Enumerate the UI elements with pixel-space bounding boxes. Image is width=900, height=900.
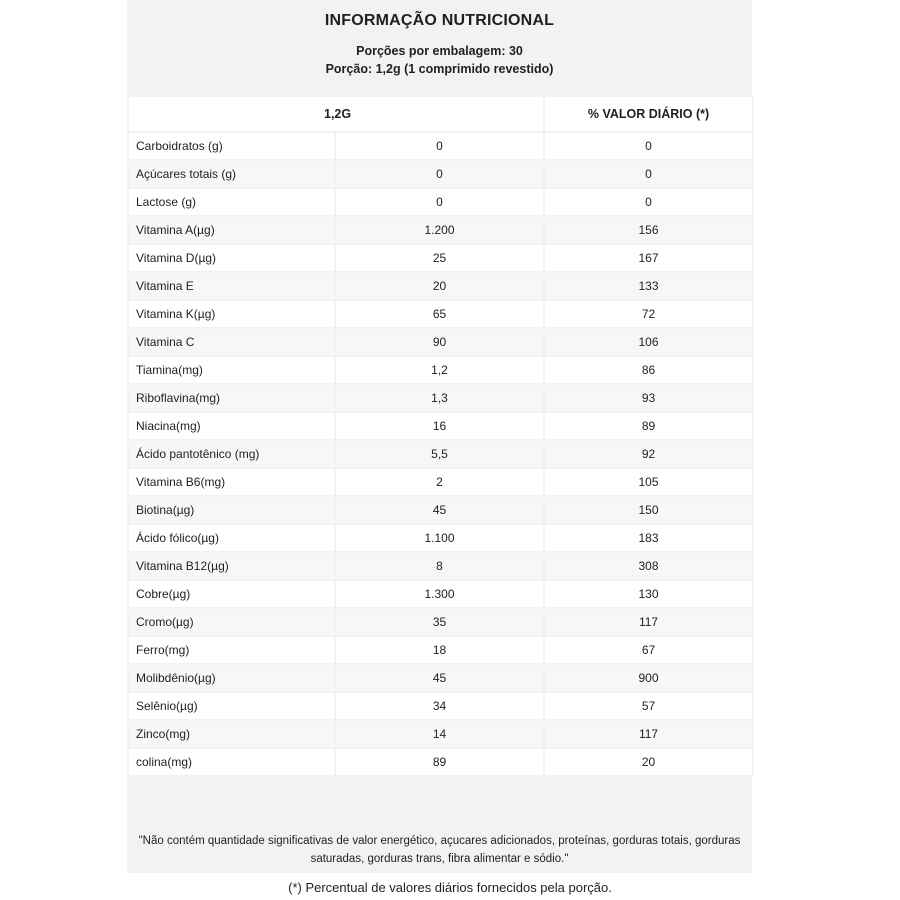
table-row	[128, 748, 753, 776]
nutrient-amount: 1,3	[335, 384, 544, 412]
nutrient-daily-value: 117	[544, 608, 753, 636]
nutrient-daily-value: 117	[544, 720, 753, 748]
nutrient-name: Ácido pantotênico (mg)	[128, 440, 335, 468]
table-row	[128, 412, 753, 440]
table-row	[128, 244, 753, 272]
nutrient-amount: 25	[335, 244, 544, 272]
portion-size: Porção: 1,2g (1 comprimido revestido)	[325, 62, 554, 76]
nutrient-name: Niacina(mg)	[128, 412, 335, 440]
nutrient-daily-value: 92	[544, 440, 753, 468]
nutrient-name: Tiamina(mg)	[128, 356, 335, 384]
nutrient-name: Selênio(µg)	[128, 692, 335, 720]
table-row	[128, 356, 753, 384]
table-row	[128, 496, 753, 524]
nutrient-amount: 1.200	[335, 216, 544, 244]
nutrition-header	[127, 0, 752, 95]
nutrient-daily-value: 57	[544, 692, 753, 720]
nutrient-name: Carboidratos (g)	[128, 132, 335, 160]
nutrient-name: Vitamina C	[128, 328, 335, 356]
nutrient-name: Vitamina K(µg)	[128, 300, 335, 328]
nutrient-name: colina(mg)	[128, 748, 335, 776]
nutrient-name: Cobre(µg)	[128, 580, 335, 608]
nutrient-name: Molibdênio(µg)	[128, 664, 335, 692]
nutrition-table	[127, 95, 754, 777]
nutrient-daily-value: 72	[544, 300, 753, 328]
nutrient-amount: 14	[335, 720, 544, 748]
nutrient-daily-value: 67	[544, 636, 753, 664]
nutrient-name: Vitamina A(µg)	[128, 216, 335, 244]
nutrient-daily-value: 0	[544, 188, 753, 216]
nutrient-amount: 45	[335, 664, 544, 692]
nutrient-amount: 2	[335, 468, 544, 496]
nutrient-daily-value: 20	[544, 748, 753, 776]
nutrient-daily-value: 0	[544, 160, 753, 188]
table-row	[128, 720, 753, 748]
nutrient-amount: 8	[335, 552, 544, 580]
nutrient-amount: 1,2	[335, 356, 544, 384]
nutrient-name: Vitamina E	[128, 272, 335, 300]
page-title: INFORMAÇÃO NUTRICIONAL	[324, 12, 555, 29]
nutrient-name: Vitamina B6(mg)	[128, 468, 335, 496]
nutrient-daily-value: 106	[544, 328, 753, 356]
servings-per-package: Porções por embalagem: 30	[356, 44, 523, 58]
table-row	[128, 132, 753, 160]
nutrient-name: Zinco(mg)	[128, 720, 335, 748]
nutrient-name: Açúcares totais (g)	[128, 160, 335, 188]
nutrient-daily-value: 900	[544, 664, 753, 692]
nutrient-daily-value: 150	[544, 496, 753, 524]
nutrient-amount: 89	[335, 748, 544, 776]
nutrient-amount: 0	[335, 188, 544, 216]
nutrient-daily-value: 167	[544, 244, 753, 272]
nutrient-daily-value: 86	[544, 356, 753, 384]
table-row	[128, 692, 753, 720]
nutrient-daily-value: 0	[544, 132, 753, 160]
table-row	[128, 440, 753, 468]
table-row	[128, 580, 753, 608]
table-row	[128, 608, 753, 636]
table-row	[128, 384, 753, 412]
nutrient-amount: 0	[335, 160, 544, 188]
table-row	[128, 272, 753, 300]
column-header-amount: 1,2G	[128, 96, 544, 132]
table-row	[128, 188, 753, 216]
table-row	[128, 664, 753, 692]
nutrient-amount: 18	[335, 636, 544, 664]
table-row	[128, 636, 753, 664]
footnote: (*) Percentual de valores diários fornecidos pela porção.	[288, 880, 612, 895]
nutrient-amount: 45	[335, 496, 544, 524]
nutrient-amount: 34	[335, 692, 544, 720]
disclaimer-note: "Não contém quantidade significativas de valor energético, açucares adicionados, proteínas, gorduras totais, gorduras saturadas, gorduras trans, fibra alimentar e sódio."	[138, 835, 741, 865]
nutrient-daily-value: 93	[544, 384, 753, 412]
nutrient-amount: 35	[335, 608, 544, 636]
table-row	[128, 216, 753, 244]
nutrient-daily-value: 156	[544, 216, 753, 244]
table-row	[128, 524, 753, 552]
table-row	[128, 300, 753, 328]
nutrient-daily-value: 130	[544, 580, 753, 608]
nutrient-amount: 0	[335, 132, 544, 160]
table-row	[128, 552, 753, 580]
nutrient-amount: 90	[335, 328, 544, 356]
nutrient-amount: 1.300	[335, 580, 544, 608]
nutrient-amount: 65	[335, 300, 544, 328]
nutrient-name: Lactose (g)	[128, 188, 335, 216]
column-header-daily-value: % VALOR DIÁRIO (*)	[544, 96, 753, 132]
table-row	[128, 160, 753, 188]
nutrient-amount: 1.100	[335, 524, 544, 552]
table-row	[128, 468, 753, 496]
nutrient-name: Cromo(µg)	[128, 608, 335, 636]
nutrient-daily-value: 133	[544, 272, 753, 300]
table-row	[128, 328, 753, 356]
nutrient-amount: 5,5	[335, 440, 544, 468]
nutrient-amount: 20	[335, 272, 544, 300]
table-header-row	[128, 96, 753, 132]
nutrient-daily-value: 183	[544, 524, 753, 552]
nutrition-panel	[127, 0, 752, 873]
nutrient-daily-value: 89	[544, 412, 753, 440]
nutrient-name: Ácido fólico(µg)	[128, 524, 335, 552]
nutrient-daily-value: 308	[544, 552, 753, 580]
nutrient-name: Vitamina D(µg)	[128, 244, 335, 272]
nutrient-daily-value: 105	[544, 468, 753, 496]
nutrient-name: Riboflavina(mg)	[128, 384, 335, 412]
nutrient-name: Vitamina B12(µg)	[128, 552, 335, 580]
nutrient-name: Ferro(mg)	[128, 636, 335, 664]
nutrient-name: Biotina(µg)	[128, 496, 335, 524]
nutrient-amount: 16	[335, 412, 544, 440]
